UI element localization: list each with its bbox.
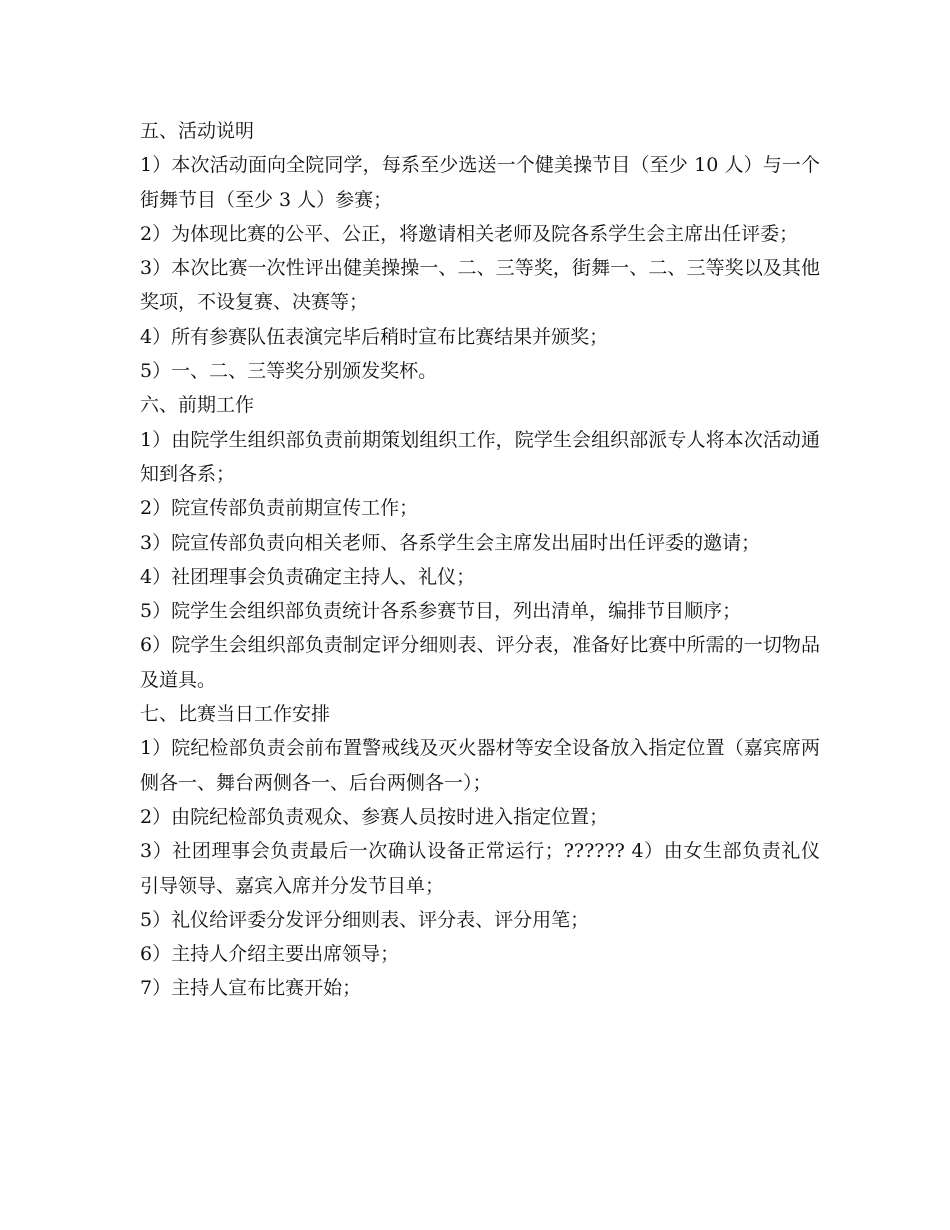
paragraph: 1）院纪检部负责会前布置警戒线及灭火器材等安全设备放入指定位置（嘉宾席两侧各一、舞台两侧各一、后台两侧各一）； [140, 737, 820, 794]
paragraph: 5）院学生会组织部负责统计各系参赛节目，列出清单，编排节目顺序； [140, 600, 742, 623]
document-page [140, 114, 820, 1006]
paragraph: 4）所有参赛队伍表演完毕后稍时宣布比赛结果并颁奖； [140, 325, 609, 348]
paragraph: 2）由院纪检部负责观众、参赛人员按时进入指定位置； [140, 805, 609, 828]
paragraph: 3）社团理事会负责最后一次确认设备正常运行；?????? 4）由女生部负责礼仪引导领导、嘉宾入席并分发节目单； [140, 840, 820, 897]
section-heading-activity-notes: 五、活动说明 [140, 120, 255, 142]
paragraph: 5）一、二、三等奖分别颁发奖杯。 [140, 360, 438, 383]
paragraph: 4）社团理事会负责确定主持人、礼仪； [140, 565, 476, 588]
paragraph: 7）主持人宣布比赛开始； [140, 977, 362, 1000]
paragraph: 1）由院学生组织部负责前期策划组织工作，院学生会组织部派专人将本次活动通知到各系； [140, 428, 820, 485]
paragraph: 2）院宣传部负责前期宣传工作； [140, 497, 419, 520]
paragraph: 6）主持人介绍主要出席领导； [140, 943, 400, 966]
paragraph: 2）为体现比赛的公平、公正，将邀请相关老师及院各系学生会主席出任评委； [140, 222, 799, 245]
paragraph: 6）院学生会组织部负责制定评分细则表、评分表，准备好比赛中所需的一切物品及道具。 [140, 634, 820, 691]
paragraph: 5）礼仪给评委分发评分细则表、评分表、评分用笔； [140, 908, 590, 931]
section-heading-preparation: 六、前期工作 [140, 394, 255, 417]
paragraph: 3）院宣传部负责向相关老师、各系学生会主席发出届时出任评委的邀请； [140, 531, 761, 554]
paragraph: 1）本次活动面向全院同学，每系至少选送一个健美操节目（至少 10 人）与一个街舞节目（至少 3 人）参赛； [140, 154, 820, 211]
paragraph: 3）本次比赛一次性评出健美操操一、二、三等奖，街舞一、二、三等奖以及其他奖项，不设复赛、决赛等； [140, 257, 820, 314]
section-heading-competition-day: 七、比赛当日工作安排 [140, 703, 331, 726]
